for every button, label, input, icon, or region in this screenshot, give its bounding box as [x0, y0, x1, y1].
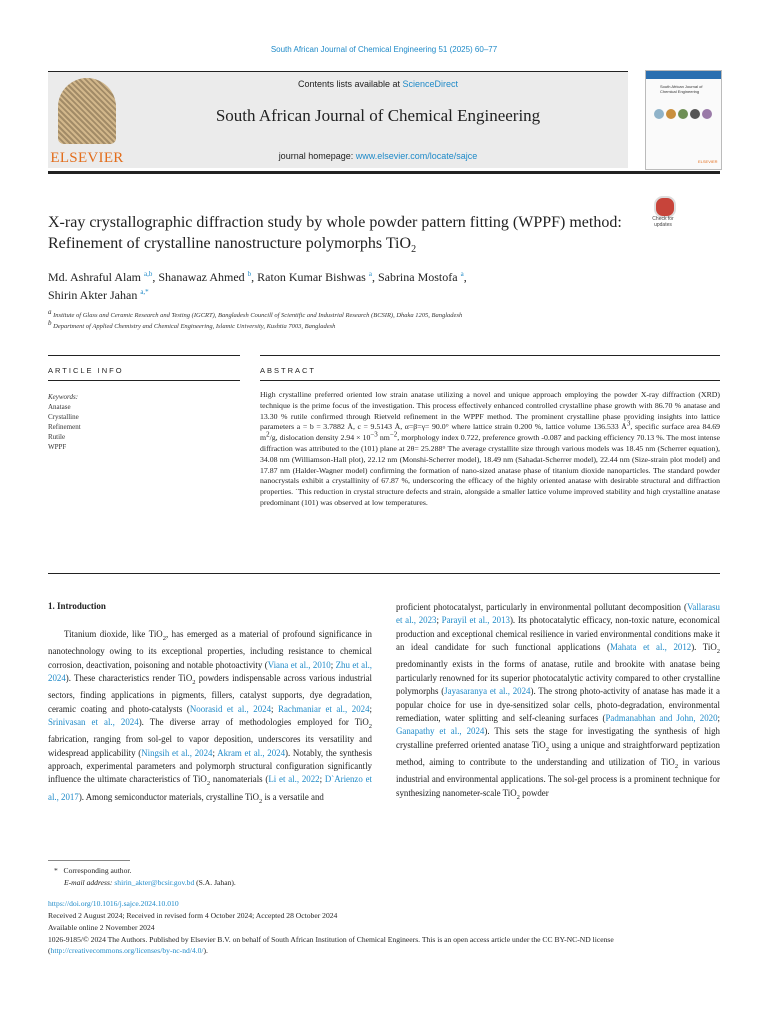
citation-link[interactable]: Zhu et al., 2024: [48, 659, 373, 683]
footnote-rule: [48, 860, 130, 861]
body-text: proficient photocatalyst, particularly in environmental pollutant decomposition (: [396, 602, 687, 612]
subscript: 2: [716, 648, 721, 655]
body-text: ). The strong photo-activity of anatase has made it a popular choice for use in dye-sensitized solar cells, photo-degradation, environmental remediation, water splitting and self-cleaning surfaces (: [396, 686, 720, 724]
author-separator: ,: [371, 270, 378, 284]
body-text: ). This sets the stage for investigating the synthesis of high crystalline preferred oriented anatase TiO: [396, 726, 720, 750]
author-list: [48, 268, 668, 304]
license-statement: [48, 935, 728, 956]
contents-prefix: Contents lists available at: [297, 79, 403, 89]
abstract-body: [260, 390, 720, 509]
elsevier-tree-icon: [58, 78, 116, 144]
sciencedirect-link[interactable]: ScienceDirect: [402, 79, 459, 89]
abstract-sup-3: −3: [370, 430, 378, 439]
doi-line: [48, 899, 728, 910]
body-text: ;: [330, 659, 336, 670]
body-text: ). Its photocatalytic efficacy, non-toxic nature, economical production and exceptional chemical resilience in varied environmental conditions make it an ideal candidate for such functional applications (: [396, 615, 721, 653]
journal-title: South African Journal of Chemical Engineering: [215, 106, 541, 125]
author-name[interactable]: Md. Ashraful Alam: [48, 270, 141, 284]
subscript: 2: [206, 780, 211, 788]
author-affiliation-mark[interactable]: a,*: [140, 288, 149, 296]
body-text: ;: [319, 774, 325, 785]
elsevier-wordmark: ELSEVIER: [50, 150, 124, 166]
article-title-text: X-ray crystallographic diffraction study by whole powder pattern fitting (WPPF) method: Refinement of crystalline nanostructure polymorphs TiO: [48, 214, 622, 252]
keyword-item: Refinement: [48, 423, 81, 431]
citation-link[interactable]: Srinivasan et al., 2024: [48, 717, 139, 727]
license-suffix: ).: [203, 945, 208, 955]
citation-link[interactable]: Parayil et al., 2013: [441, 615, 510, 626]
citation-link[interactable]: Ganapathy et al., 2024: [396, 726, 485, 737]
corresponding-author-note: [54, 866, 734, 877]
cover-band: [646, 71, 721, 79]
keywords-label: Keywords:: [48, 393, 79, 401]
affiliation-text: Institute of Glass and Ceramic Research and Testing (IGCRT), Bangladesh Councill of Scientific and Industrial Research (BCSIR), Dhaka 1205, Bangladesh: [53, 312, 463, 320]
citation-link[interactable]: Ningsih et al., 2024: [141, 747, 213, 758]
journal-cover-thumbnail[interactable]: [645, 70, 722, 170]
cover-images: [654, 109, 714, 121]
body-text: ). These characteristics render TiO: [65, 673, 193, 683]
article-title: [48, 212, 638, 260]
citation-link[interactable]: D`Arienzo et al., 2017: [48, 774, 372, 802]
cover-publisher-logo: ELSEVIER: [698, 159, 718, 164]
contents-line: [128, 79, 628, 89]
body-text: Titanium dioxide, like TiO: [64, 629, 163, 639]
body-text: ). The diverse array of methodologies employed for TiO: [138, 717, 369, 727]
article-info-heading: ARTICLE INFO: [48, 366, 124, 375]
intro-paragraph: [48, 628, 372, 808]
author-separator: ,: [152, 270, 159, 284]
article-title-subscript: 2: [411, 244, 417, 256]
affiliation-a: [48, 308, 728, 320]
affiliation-b: [48, 319, 728, 331]
body-text: ;: [212, 747, 218, 758]
body-text: ;: [369, 703, 372, 714]
abstract-text-4: nm: [377, 433, 390, 443]
crossmark-icon: [654, 196, 676, 218]
author-name[interactable]: Raton Kumar Bishwas: [257, 270, 366, 284]
doi-link[interactable]: https://doi.org/10.1016/j.sajce.2024.10.010: [48, 899, 179, 908]
body-text: ). Notably, the synthesis approach, experimental parameters and polymorph structural configuration significantly influence the ultimate characteristics of TiO: [48, 747, 372, 785]
abstract-rule-top: [260, 355, 720, 356]
keyword-item: Rutile: [48, 433, 66, 441]
citation-link[interactable]: Akram et al., 2024: [217, 747, 286, 758]
author-affiliation-mark[interactable]: b: [247, 270, 252, 278]
abstract-sup-2: 2: [266, 430, 270, 439]
affiliation-mark: a: [48, 308, 52, 316]
subscript: 2: [545, 745, 549, 753]
abstract-rule-bottom: [48, 573, 720, 574]
intro-right-column: [396, 601, 720, 804]
masthead-bottom-rule: [48, 171, 720, 174]
body-text: in various industrial and environmental applications. The sol-gel process is a prominent technique for synthesizing nanometer-scale TiO: [396, 757, 721, 798]
citation-link[interactable]: Noorasid et al., 2024: [189, 703, 272, 714]
check-for-updates-badge[interactable]: [646, 196, 680, 230]
body-text: , has emerged as a material of profound significance in nanotechnology owing to its exceptional properties, including resistance to chemical corrosion, deactivation, poisoning and notable photoactivity (: [48, 629, 372, 670]
subscript: 2: [192, 678, 196, 686]
subscript: 2: [516, 793, 520, 801]
abstract-text-1: High crystalline preferred oriented low strain anatase utilizing a novel and unique approach employing the powder X-ray diffraction (XRD) technique is the prime focus of the investigation. This process effectively enhanced controlled crystalline phase growth with 86.70 % anatase and 13.30 % rutile confirmed through Rietveld refinement in the WPPF method. The prominent crystalline phase providing insights into lattice parameters a = b = 3.7882 Å, c = 9.5143 Å, α=β=γ= 90.0° where lattice strain 0.200 %, lattice volume 136.533 Å: [260, 390, 720, 432]
author-name[interactable]: Shanawaz Ahmed: [158, 270, 245, 284]
body-text: ;: [271, 703, 279, 714]
body-text: powder: [519, 787, 549, 798]
keyword-item: Anatase: [48, 403, 71, 411]
license-text: 1026-9185/© 2024 The Authors. Published by Elsevier B.V. on behalf of South African Institution of Chemical Engineers. This is an open access article under the CC BY-NC-ND license (: [48, 935, 614, 955]
citation-link[interactable]: Vallarasu et al., 2023: [396, 602, 720, 626]
elsevier-logo[interactable]: [48, 78, 126, 166]
abstract-rule-mid: [260, 380, 720, 381]
citation-link[interactable]: Mahata et al., 2012: [609, 642, 692, 653]
body-text: nanomaterials (: [210, 774, 269, 785]
subscript: 2: [368, 722, 372, 730]
author-separator: ,: [463, 270, 467, 284]
body-text: ;: [436, 615, 442, 626]
body-text: predominantly exists in the forms of anatase, rutile and brookite with anatase being particularly renowned for its superior photocatalytic activity compared to other crystalline polymorphs (: [396, 659, 720, 697]
subscript: 2: [162, 634, 166, 642]
affiliation-text: Department of Applied Chemistry and Chemical Engineering, Islamic University, Kushtia 7003, Bangladesh: [53, 323, 336, 331]
subscript: 2: [259, 797, 263, 805]
citation-link[interactable]: Rachmaniar et al., 2024: [278, 703, 370, 714]
intro-paragraph: [396, 601, 720, 804]
affiliation-mark: b: [48, 319, 52, 327]
body-text: ;: [717, 713, 720, 724]
homepage-line: [128, 151, 628, 161]
email-note: [64, 878, 744, 889]
corresponding-text: Corresponding author.: [63, 866, 132, 875]
cover-title: South African Journal of Chemical Engineering: [660, 84, 703, 94]
body-text: is a versatile and: [262, 791, 324, 802]
author-affiliation-mark[interactable]: a: [460, 270, 464, 278]
received-dates: Received 2 August 2024; Received in revised form 4 October 2024; Accepted 28 October 2024: [48, 911, 338, 920]
introduction-heading: 1. Introduction: [48, 601, 106, 611]
journal-citation[interactable]: South African Journal of Chemical Engineering 51 (2025) 60–77: [270, 45, 498, 54]
available-online: Available online 2 November 2024: [48, 923, 155, 932]
abstract-sup-4: −2: [389, 430, 398, 439]
subscript: 2: [674, 762, 679, 770]
abstract-text-2: , specific surface area 84.69 m: [260, 422, 720, 443]
citation-link[interactable]: Li et al., 2022: [268, 774, 320, 785]
article-info-rule-mid: [48, 380, 240, 381]
article-info-rule-top: [48, 355, 240, 356]
citation-link[interactable]: Padmanabhan and John, 2020: [605, 713, 718, 724]
email-label: E-mail address:: [64, 878, 115, 887]
email-link[interactable]: shirin_akter@bcsir.gov.bd: [114, 878, 195, 887]
intro-left-column: [48, 628, 372, 808]
body-text: using a unique and straightforward peptization method, aiming to contribute to the understanding and utilization of TiO: [396, 739, 720, 768]
abstract-text-3: /g, dislocation density 2.94 × 10: [269, 433, 371, 443]
author-name[interactable]: Sabrina Mostofa: [377, 270, 458, 284]
abstract-text-5: , morphology index 0.722, preference growth -0.087 and packing efficiency 70.13 %. The most intense diffraction was attributed to the (101) plane at 2θ= 25.288° The average crystallite size through various models was 18.45 nm (Scherrer equation), 34.08 nm (Williamson-Hall plot), 22.12 nm (Monshi-Scherrer model), 18.49 nm (Sahadat-Scherrer model), 22.44 nm (Size-strain plot model) and 17.87 nm (Halder-Wagner model) confirming the formation of nano-sized anatase phase of titanium dioxide nanoparticles. The standard powder nanocrystals exhibit a crystallinity of 67.87 %, underscoring the efficacy of the highly oriented anatase with desirable structural and diffraction properties. `This reduction in crystal structure defects and strain, alongside a smaller lattice volume improved stability and high crystalline anatase predominant (101) was observed at low temperatures.: [260, 433, 720, 507]
homepage-link[interactable]: www.elsevier.com/locate/sajce: [355, 151, 478, 161]
email-suffix: (S.A. Jahan).: [194, 878, 236, 887]
body-text: fabrication, ranging from sol-gel to vapor deposition, underscores its versatility and widespread applicability (: [48, 734, 372, 758]
citation-link[interactable]: Jayasaranya et al., 2024: [444, 686, 531, 697]
check-for-updates-label: Check for updates: [652, 216, 674, 228]
author-name[interactable]: Shirin Akter Jahan: [48, 288, 138, 302]
author-affiliation-mark[interactable]: a: [368, 270, 372, 278]
keyword-item: WPPF: [48, 443, 67, 451]
author-affiliation-mark[interactable]: a,b: [144, 270, 153, 278]
abstract-heading: ABSTRACT: [260, 366, 317, 375]
abstract-sup-1: 3: [626, 419, 631, 428]
keywords-block: [48, 392, 198, 452]
homepage-prefix: journal homepage:: [278, 151, 356, 161]
citation-link[interactable]: Viana et al., 2010: [267, 659, 331, 670]
body-text: powders indispensable across various industrial sectors, finding applications in pigments, fillers, catalyst supports, dye degradation, ceramic coating and photo-catalysts (: [48, 673, 372, 714]
license-link[interactable]: http://creativecommons.org/licenses/by-nc-nd/4.0/: [50, 945, 204, 955]
keyword-item: Crystalline: [48, 413, 79, 421]
author-separator: ,: [251, 270, 258, 284]
body-text: ). Among semiconductor materials, crystalline TiO: [78, 791, 259, 802]
corresponding-mark: *: [54, 866, 58, 875]
body-text: ). TiO: [691, 642, 717, 653]
